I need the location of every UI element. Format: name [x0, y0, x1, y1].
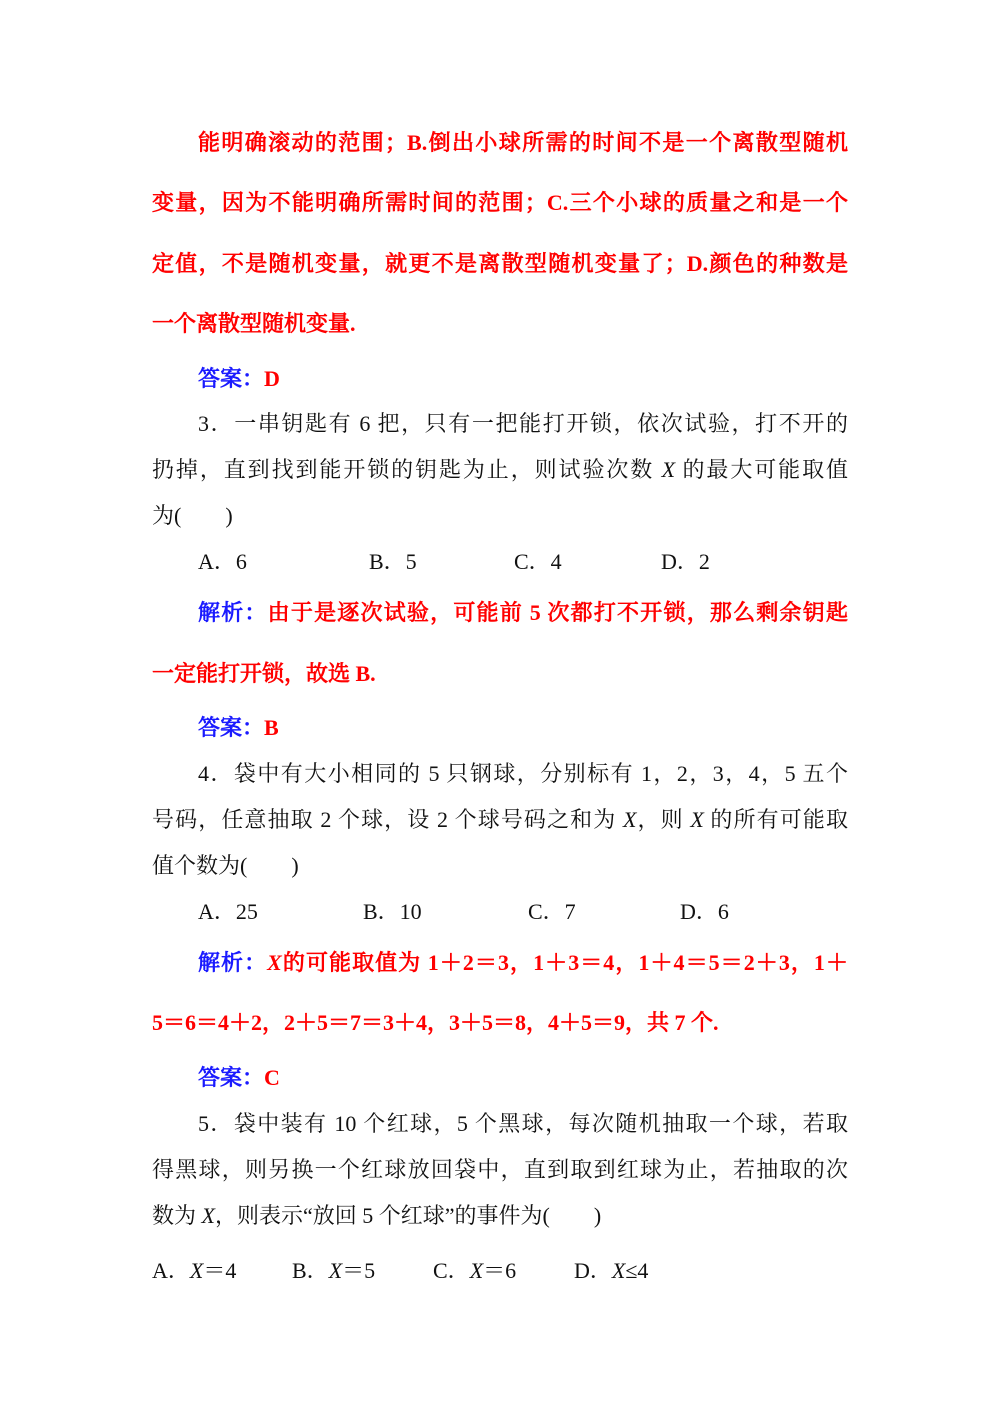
answer-value: D: [264, 366, 280, 391]
explanation-line: [198, 948, 848, 978]
answer-label: 答案：: [198, 1065, 265, 1090]
variable-x: X: [201, 1203, 215, 1228]
answer-label: 答案：: [198, 366, 265, 391]
option-b: B．5: [369, 549, 417, 574]
variable-x: X: [622, 807, 637, 832]
option-letter: A．: [152, 1258, 190, 1283]
question-line: 得黑球，则另换一个红球放回袋中，直到取到红球为止，若抽取的次: [152, 1157, 848, 1182]
option-letter: C．: [433, 1258, 470, 1283]
variable-x: X: [267, 950, 282, 975]
text: ，则表示“放回 5 个红球”的事件为( ): [214, 1203, 602, 1228]
option-a: A．25: [198, 899, 258, 924]
explanation-line: 定值，不是随机变量，就更不是离散型随机变量了；D.颜色的种数是: [152, 251, 848, 276]
variable-x: X: [469, 1258, 484, 1283]
option-b: [292, 1256, 375, 1286]
option-text: ≤4: [625, 1258, 649, 1283]
explanation-line: 能明确滚动的范围；B.倒出小球所需的时间不是一个离散型随机: [198, 130, 848, 155]
variable-x: X: [611, 1258, 626, 1283]
variable-x: X: [661, 457, 676, 482]
explanation-line: [198, 598, 848, 628]
option-b: B．10: [363, 899, 422, 924]
text: 扔掉，直到找到能开锁的钥匙为止，则试验次数: [152, 457, 662, 482]
question-line: [152, 805, 848, 835]
option-letter: D．: [574, 1258, 612, 1283]
question-line: [152, 1201, 848, 1231]
question-line: [152, 455, 848, 485]
explanation-line: 变量，因为不能明确所需时间的范围；C.三个小球的质量之和是一个: [152, 190, 848, 215]
option-a: A．6: [198, 549, 247, 574]
answer-line: [198, 1063, 848, 1093]
option-c: [433, 1256, 516, 1286]
variable-x: X: [189, 1258, 204, 1283]
text: 数为: [152, 1203, 202, 1228]
option-text: ＝5: [342, 1258, 376, 1283]
variable-x: X: [328, 1258, 343, 1283]
option-text: ＝6: [483, 1258, 517, 1283]
text: 的所有可能取: [703, 807, 848, 832]
explanation-line: 5＝6＝4＋2，2＋5＝7＝3＋4，3＋5＝8，4＋5＝9，共 7 个.: [152, 1010, 719, 1035]
answer-line: [198, 364, 848, 394]
text: 号码，任意抽取 2 个球，设 2 个球号码之和为: [152, 807, 623, 832]
answer-label: 答案：: [198, 715, 265, 740]
variable-x: X: [690, 807, 704, 832]
text: 的最大可能取值: [675, 457, 848, 482]
explanation-label: 解析：: [198, 950, 268, 975]
option-a: [152, 1256, 236, 1286]
explanation-text: 的可能取值为 1＋2＝3，1＋3＝4，1＋4＝5＝2＋3，1＋: [281, 950, 848, 975]
explanation-line: 一定能打开锁，故选 B.: [152, 661, 376, 686]
option-d: D．2: [661, 549, 710, 574]
question-line: 为( ): [152, 503, 233, 528]
explanation-text: 由于是逐次试验，可能前 5 次都打不开锁，那么剩余钥匙: [267, 600, 848, 625]
option-text: ＝4: [203, 1258, 237, 1283]
answer-line: [198, 713, 848, 743]
answer-value: B: [264, 715, 279, 740]
option-d: [574, 1256, 648, 1286]
answer-value: C: [264, 1065, 280, 1090]
question-line: 值个数为( ): [152, 853, 299, 878]
option-c: C．4: [514, 549, 562, 574]
option-d: D．6: [680, 899, 729, 924]
option-letter: B．: [292, 1258, 329, 1283]
question-line: 4．袋中有大小相同的 5 只钢球，分别标有 1，2，3，4，5 五个: [198, 761, 848, 786]
question-line: 3．一串钥匙有 6 把，只有一把能打开锁，依次试验，打不开的: [198, 411, 848, 436]
explanation-label: 解析：: [198, 600, 268, 625]
question-line: 5．袋中装有 10 个红球，5 个黑球，每次随机抽取一个球，若取: [198, 1111, 848, 1136]
option-c: C．7: [528, 899, 576, 924]
text: ，则: [636, 807, 691, 832]
explanation-line: 一个离散型随机变量.: [152, 311, 356, 336]
